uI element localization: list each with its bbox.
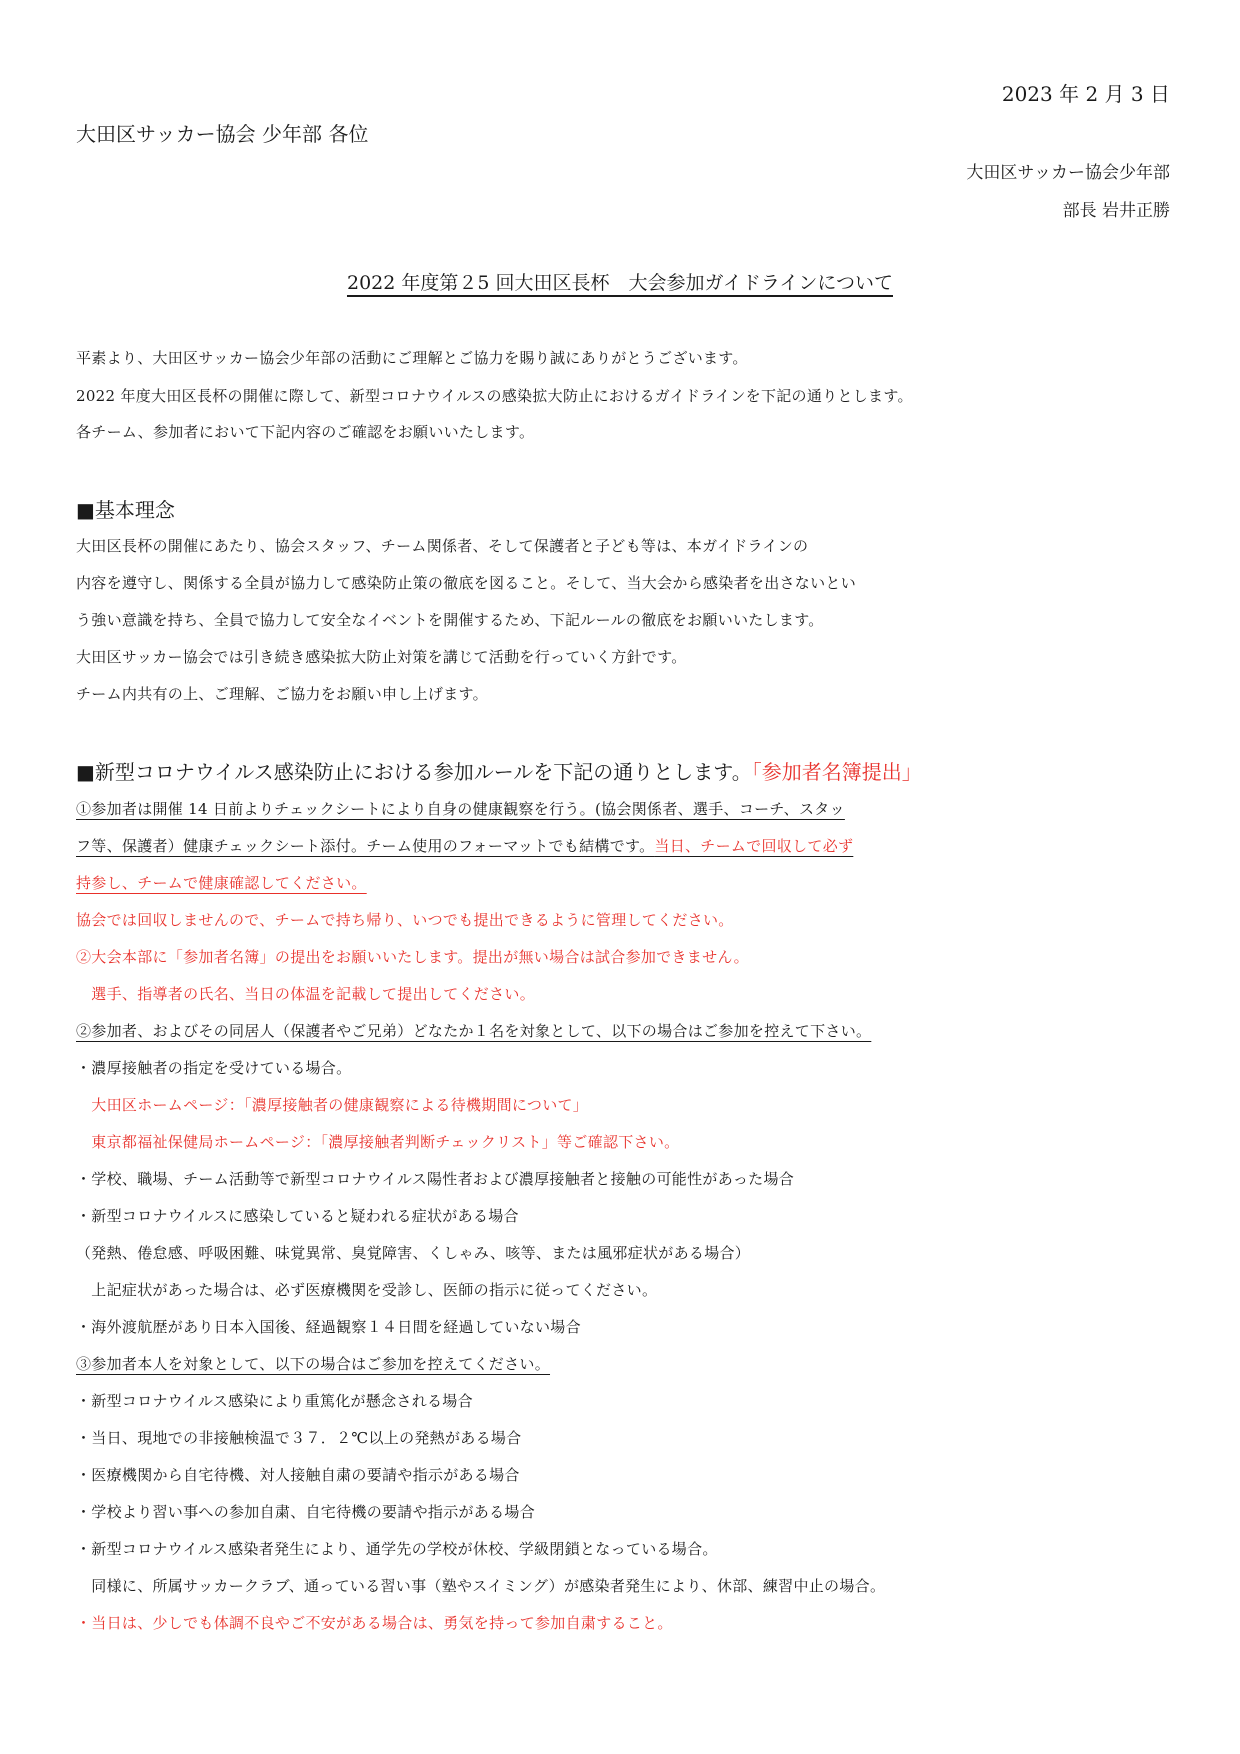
rule-line: ③参加者本人を対象として、以下の場合はご参加を控えてください。 — [76, 1355, 551, 1373]
section-heading-basic-principle: ■基本理念 — [76, 498, 175, 522]
rule-line: ・医療機関から自宅待機、対人接触自粛の要請や指示がある場合 — [76, 1466, 520, 1484]
rule-line: ・新型コロナウイルスに感染していると疑われる症状がある場合 — [76, 1207, 519, 1225]
rule-line-red: 大田区ホームページ：「濃厚接触者の健康観察による待機期間について」 — [76, 1096, 589, 1114]
rule-line: ・海外渡航歴があり日本入国後、経過観察１４日間を経過していない場合 — [76, 1318, 581, 1336]
rule-line: 上記症状があった場合は、必ず医療機関を受診し、医師の指示に従ってください。 — [76, 1281, 658, 1299]
rule-line: 同様に、所属サッカークラブ、通っている習い事（塾やスイミング）が感染者発生により、休部、練習中止の場合。 — [76, 1577, 886, 1595]
rules-heading-text: ■新型コロナウイルス感染防止における参加ルールを下記の通りとします。 — [76, 760, 752, 784]
document-title — [0, 268, 1240, 295]
rule-line — [76, 835, 853, 856]
document-title-text: 2022 年度第２5 回大田区長杯 大会参加ガイドラインについて — [346, 272, 893, 294]
rules-heading-red: 「参加者名簿提出」 — [751, 760, 922, 784]
document-date: 2023 年 2 月 3 日 — [1001, 82, 1170, 106]
rule-line-red: 選手、指導者の氏名、当日の体温を記載して提出してください。 — [76, 985, 536, 1003]
principle-line: 大田区長杯の開催にあたり、協会スタッフ、チーム関係者、そして保護者と子ども等は、本ガイドラインの — [76, 537, 809, 555]
rule-line-red: 協会では回収しませんので、チームで持ち帰り、いつでも提出できるように管理してください。 — [76, 911, 734, 929]
rule-line: ・新型コロナウイルス感染者発生により、通学先の学校が休校、学級閉鎖となっている場合。 — [76, 1540, 718, 1558]
rule-line-red: 持参し、チームで健康確認してください。 — [76, 874, 367, 892]
rule-line: ・学校、職場、チーム活動等で新型コロナウイルス陽性者および濃厚接触者と接触の可能性があった場合 — [76, 1170, 795, 1188]
rule-line: ・学校より習い事への参加自粛、自宅待機の要請や指示がある場合 — [76, 1503, 536, 1521]
rule-line: ・当日、現地での非接触検温で３７．２℃以上の発熱がある場合 — [76, 1429, 522, 1447]
principle-line: う強い意識を持ち、全員で協力して安全なイベントを開催するため、下記ルールの徹底をお願いいたします。 — [76, 611, 824, 629]
intro-line: 各チーム、参加者において下記内容のご確認をお願いいたします。 — [76, 423, 535, 441]
rule-line-red: 東京都福祉保健局ホームページ：「濃厚接触者判断チェックリスト」等ご確認下さい。 — [76, 1133, 680, 1151]
principle-line: 内容を遵守し、関係する全員が協力して感染防止策の徹底を図ること。そして、当大会から感染者を出さないとい — [76, 574, 857, 592]
rule-line-text: フ等、保護者）健康チェックシート添付。チーム使用のフォーマットでも結構です。 — [76, 837, 655, 855]
principle-line: チーム内共有の上、ご理解、ご協力をお願い申し上げます。 — [76, 685, 488, 703]
addressee: 大田区サッカー協会 少年部 各位 — [76, 122, 369, 146]
rule-line-red: ②大会本部に「参加者名簿」の提出をお願いいたします。提出が無い場合は試合参加できません。 — [76, 948, 749, 966]
rule-line: ・濃厚接触者の指定を受けている場合。 — [76, 1059, 352, 1077]
intro-line: 2022 年度大田区長杯の開催に際して、新型コロナウイルスの感染拡大防止におけるガイドラインを下記の通りとします。 — [76, 387, 913, 405]
rule-line-red: 当日、チームで回収して必ず — [654, 837, 854, 855]
rule-line: （発熱、倦怠感、呼吸困難、味覚異常、臭覚障害、くしゃみ、咳等、または風邪症状がある場合） — [76, 1244, 751, 1262]
rule-line: ②参加者、およびその同居人（保護者やご兄弟）どなたか１名を対象として、以下の場合はご参加を控えて下さい。 — [76, 1022, 872, 1040]
sender-organization: 大田区サッカー協会少年部 — [966, 163, 1170, 183]
rule-line: ①参加者は開催 14 日前よりチェックシートにより自身の健康観察を行う。(協会関係者、選手、コーチ、スタッ — [76, 800, 845, 818]
principle-line: 大田区サッカー協会では引き続き感染拡大防止対策を講じて活動を行っていく方針です。 — [76, 648, 687, 666]
rule-line: ・新型コロナウイルス感染により重篤化が懸念される場合 — [76, 1392, 473, 1410]
rule-line-red: ・当日は、少しでも体調不良やご不安がある場合は、勇気を持って参加自粛すること。 — [76, 1614, 673, 1632]
intro-line: 平素より、大田区サッカー協会少年部の活動にご理解とご協力を賜り誠にありがとうございます。 — [76, 349, 748, 367]
sender-name: 部長 岩井正勝 — [1062, 201, 1170, 221]
section-heading-participation-rules — [76, 756, 922, 785]
